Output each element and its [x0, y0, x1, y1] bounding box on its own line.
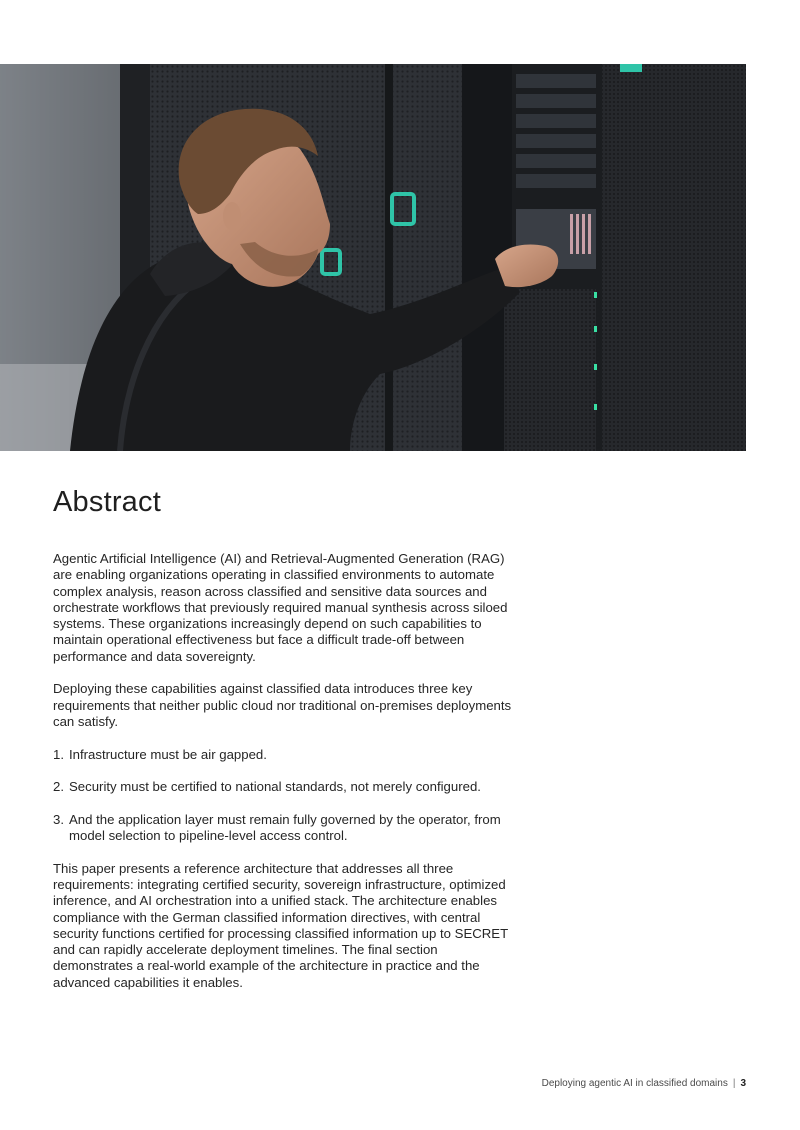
section-heading: Abstract	[53, 486, 161, 518]
requirements-list	[53, 747, 513, 845]
list-item-number: 1.	[53, 746, 64, 762]
requirements-intro-paragraph: Deploying these capabilities against classified data introduces three key requirements that neither public cloud nor traditional on-premises deployments can satisfy.	[53, 681, 512, 729]
list-item	[53, 812, 513, 845]
list-item-text: And the application layer must remain fully governed by the operator, from model selection to pipeline-level access control.	[69, 811, 501, 844]
list-item-number: 3.	[53, 811, 64, 827]
list-item	[53, 747, 513, 763]
footer-separator: |	[732, 1078, 736, 1089]
list-item	[53, 779, 513, 795]
footer-document-title: Deploying agentic AI in classified domains	[541, 1078, 728, 1089]
list-item-text: Security must be certified to national standards, not merely configured.	[69, 779, 481, 795]
intro-paragraph: Agentic Artificial Intelligence (AI) and Retrieval-Augmented Generation (RAG) are enabling organizations operating in classified environments to automate complex analysis, reason across classified and sensitive data sources and orchestrate workflows that previously required manual synthesis across siloed systems. These organizations increasingly depend on such capabilities to maintain operational effectiveness but face a difficult trade-off between performance and data sovereignty.	[53, 551, 508, 664]
list-item-text: Infrastructure must be air gapped.	[69, 746, 267, 762]
abstract-body	[53, 551, 513, 1007]
page-footer	[542, 1078, 746, 1089]
page-number: 3	[740, 1078, 746, 1089]
hero-photo	[0, 64, 746, 451]
list-item-number: 2.	[53, 779, 64, 795]
conclusion-paragraph: This paper presents a reference architecture that addresses all three requirements: integrating certified security, sovereign infrastructure, optimized inference, and AI orchestration into a unified stack. The architecture enables compliance with the German classified information directives, with central security functions certified for processing classified information up to SECRET and can rapidly accelerate deployment timelines. The final section demonstrates a real-world example of the architecture in practice and the advanced capabilities it enables.	[53, 860, 508, 990]
technician-server-rack-image	[0, 64, 746, 451]
